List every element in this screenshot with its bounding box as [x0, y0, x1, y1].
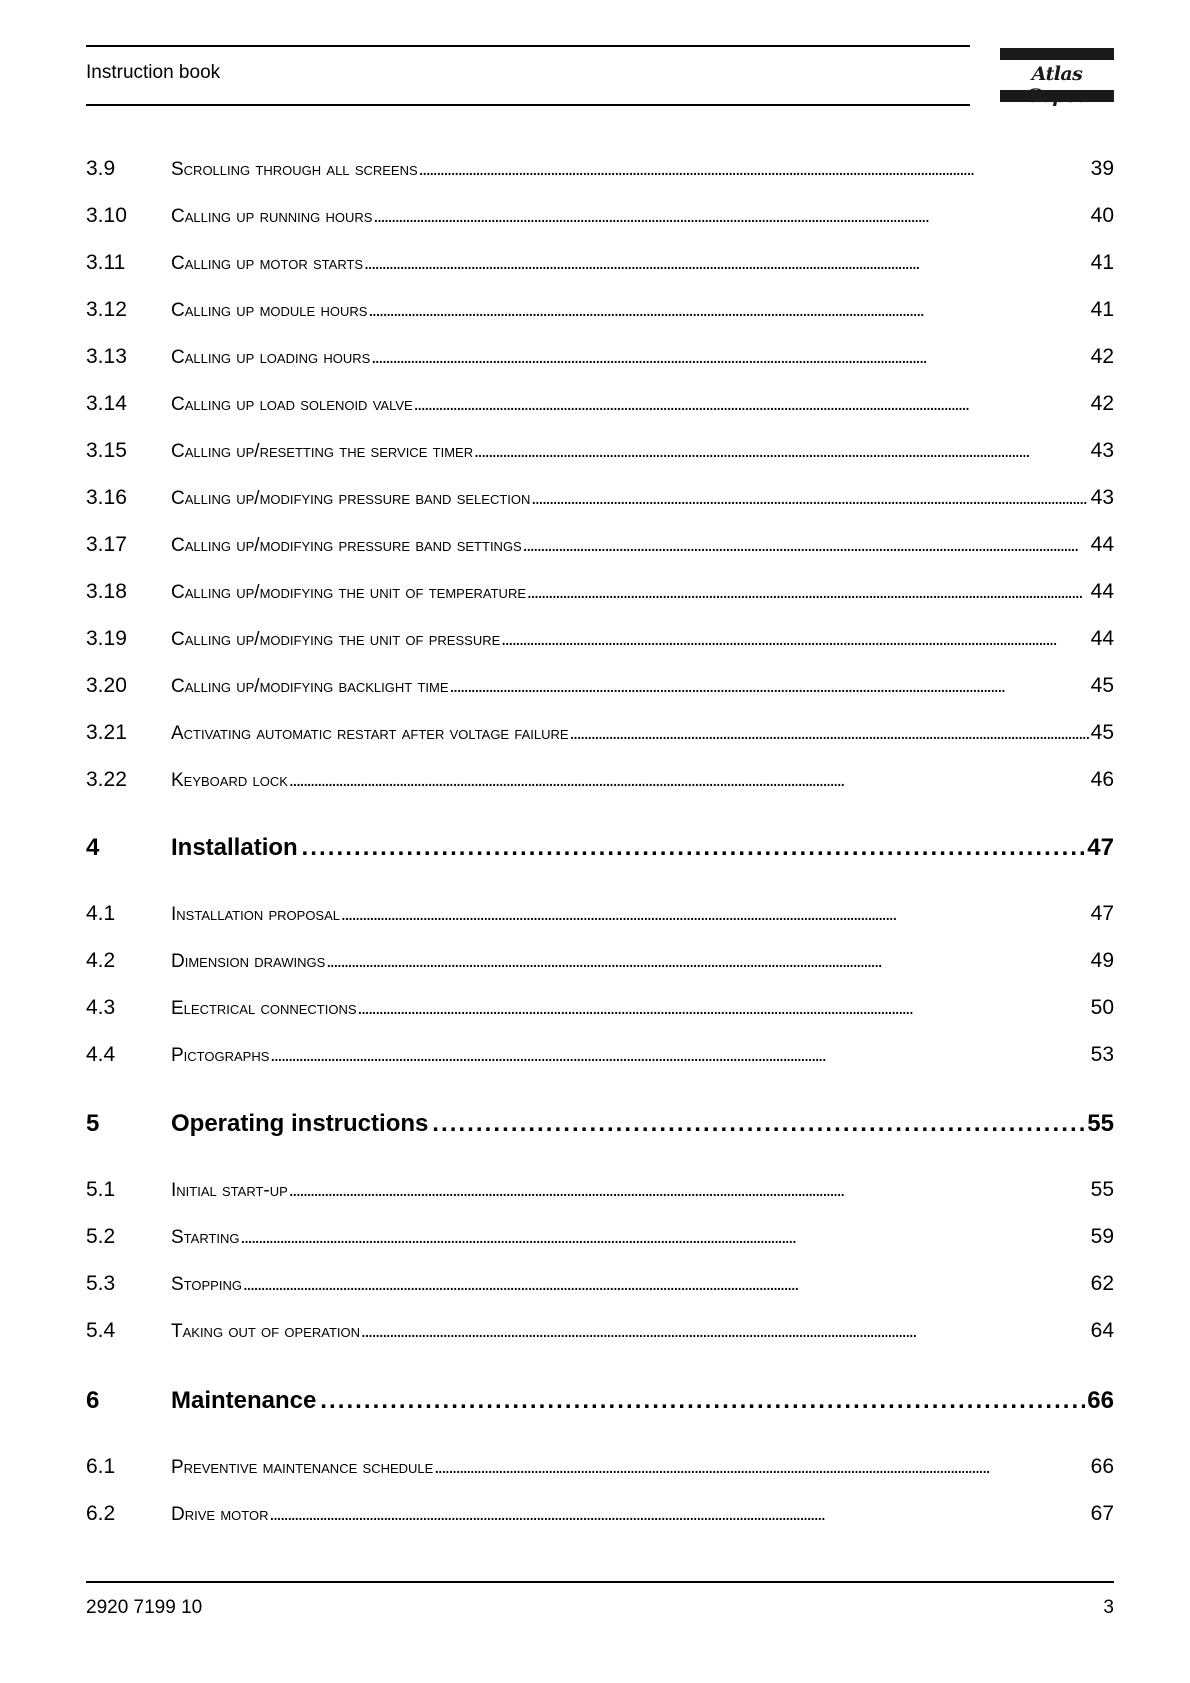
toc-entry-page: 47	[1087, 834, 1114, 861]
toc-entry-title: Calling up loading hours . . .	[171, 347, 1089, 369]
toc-entry-page: 41	[1090, 298, 1114, 321]
toc-entry-number: 4.4	[86, 1043, 116, 1066]
toc-entry-page: 42	[1090, 345, 1114, 368]
toc-entry-number: 3.16	[86, 486, 127, 509]
header-bottom-rule	[86, 104, 970, 106]
toc-entry-title: Stopping . . .	[171, 1274, 1089, 1296]
toc-chapter-entry[interactable]	[86, 1110, 1114, 1138]
toc-entry-page: 49	[1090, 949, 1114, 972]
toc-entry-number: 3.9	[86, 157, 116, 180]
toc-entry-number: 5.3	[86, 1272, 116, 1295]
toc-entry[interactable]	[86, 345, 1114, 369]
toc-entry-page: 55	[1087, 1110, 1114, 1137]
toc-entry-title: Calling up/modifying backlight time . . .	[171, 676, 1089, 698]
toc-entry[interactable]	[86, 439, 1114, 463]
toc-entry-page: 44	[1090, 627, 1114, 650]
document-number: 2920 7199 10	[86, 1597, 203, 1618]
toc-entry[interactable]	[86, 1043, 1114, 1067]
toc-entry-page: 45	[1090, 721, 1114, 744]
toc-entry-page: 55	[1090, 1178, 1114, 1201]
toc-entry-number: 3.21	[86, 721, 127, 744]
toc-entry[interactable]	[86, 1455, 1114, 1479]
toc-entry-number: 6.1	[86, 1455, 116, 1478]
toc-entry-page: 59	[1090, 1225, 1114, 1248]
toc-entry-number: 3.18	[86, 580, 127, 603]
brand-wordmark: Atlas	[1031, 63, 1083, 85]
toc-entry-title: Calling up running hours . . .	[171, 206, 1089, 228]
toc-entry[interactable]	[86, 1225, 1114, 1249]
page-number: 3	[1103, 1597, 1114, 1618]
toc-entry-page: 66	[1087, 1387, 1114, 1414]
toc-entry-number: 3.15	[86, 439, 127, 462]
toc-entry-page: 64	[1090, 1319, 1114, 1342]
toc-entry-title: Dimension drawings . . .	[171, 951, 1089, 973]
toc-entry[interactable]	[86, 1178, 1114, 1202]
toc-entry-title: Taking out of operation . . .	[171, 1321, 1089, 1343]
toc-entry-title: Scrolling through all screens . . .	[171, 159, 1089, 181]
toc-entry[interactable]	[86, 902, 1114, 926]
toc-chapter-entry[interactable]	[86, 1387, 1114, 1415]
toc-entry-number: 3.10	[86, 204, 127, 227]
toc-entry[interactable]	[86, 949, 1114, 973]
toc-entry-number: 3.14	[86, 392, 127, 415]
toc-entry-page: 50	[1090, 996, 1114, 1019]
toc-entry[interactable]	[86, 157, 1114, 181]
toc-entry-number: 3.20	[86, 674, 127, 697]
logo-top-bar	[1000, 48, 1114, 60]
brand-logo	[1000, 48, 1114, 104]
toc-entry[interactable]	[86, 721, 1114, 745]
footer-rule	[86, 1581, 1114, 1583]
toc-entry-number: 6	[86, 1387, 100, 1414]
toc-entry[interactable]	[86, 533, 1114, 557]
toc-entry[interactable]	[86, 580, 1114, 604]
toc-entry[interactable]	[86, 486, 1114, 510]
toc-entry[interactable]	[86, 768, 1114, 792]
toc-entry-page: 40	[1090, 204, 1114, 227]
toc-entry-title: Electrical connections . . .	[171, 998, 1089, 1020]
toc-entry-title: Pictographs . . .	[171, 1045, 1089, 1067]
toc-entry-number: 3.11	[86, 251, 126, 274]
toc-entry-title: Keyboard lock . . .	[171, 770, 1089, 792]
toc-entry-page: 43	[1090, 439, 1114, 462]
toc-entry-number: 4	[86, 834, 100, 861]
toc-entry-title: Calling up/modifying pressure band selection . . .	[171, 488, 1089, 510]
toc-entry-page: 45	[1090, 674, 1114, 697]
toc-entry-page: 62	[1090, 1272, 1114, 1295]
toc-entry-title: Starting . . .	[171, 1227, 1089, 1249]
toc-entry-title: Activating automatic restart after voltage failure . . .	[171, 723, 1089, 745]
toc-entry[interactable]	[86, 627, 1114, 651]
toc-entry-number: 4.1	[86, 902, 116, 925]
toc-entry-title: Operating instructions . . .	[171, 1110, 1085, 1138]
toc-entry[interactable]	[86, 298, 1114, 322]
document-title: Instruction book	[86, 62, 221, 83]
toc-entry[interactable]	[86, 204, 1114, 228]
toc-entry-title: Calling up/resetting the service timer . . .	[171, 441, 1089, 463]
toc-entry[interactable]	[86, 392, 1114, 416]
toc-entry-number: 4.3	[86, 996, 116, 1019]
toc-entry-title: Calling up module hours . . .	[171, 300, 1089, 322]
toc-entry[interactable]	[86, 1502, 1114, 1526]
toc-chapter-entry[interactable]	[86, 834, 1114, 862]
toc-entry-number: 5	[86, 1110, 100, 1137]
toc-entry-title: Calling up/modifying the unit of temperature . . .	[171, 582, 1089, 604]
toc-entry-title: Calling up/modifying pressure band settings . . .	[171, 535, 1089, 557]
toc-entry-title: Calling up motor starts . . .	[171, 253, 1089, 275]
toc-entry-title: Installation proposal . . .	[171, 904, 1089, 926]
toc-entry-page: 41	[1090, 251, 1114, 274]
toc-entry-page: 44	[1090, 580, 1114, 603]
toc-entry-page: 67	[1090, 1502, 1114, 1525]
toc-entry-page: 44	[1090, 533, 1114, 556]
logo-bottom-bar	[1000, 90, 1114, 102]
toc-entry[interactable]	[86, 1319, 1114, 1343]
toc-entry-page: 47	[1090, 902, 1114, 925]
toc-entry-title: Calling up load solenoid valve . . .	[171, 394, 1089, 416]
toc-entry[interactable]	[86, 996, 1114, 1020]
toc-entry-number: 4.2	[86, 949, 116, 972]
toc-entry-page: 46	[1090, 768, 1114, 791]
toc-entry-page: 42	[1090, 392, 1114, 415]
toc-entry-title: Maintenance . . .	[171, 1387, 1085, 1415]
toc-entry-number: 5.2	[86, 1225, 116, 1248]
toc-entry-number: 3.13	[86, 345, 127, 368]
toc-entry-page: 66	[1090, 1455, 1114, 1478]
toc-entry-number: 3.12	[86, 298, 127, 321]
toc-entry-number: 3.19	[86, 627, 127, 650]
toc-entry-title: Initial start-up . . .	[171, 1180, 1089, 1202]
toc-entry-title: Calling up/modifying the unit of pressure . . .	[171, 629, 1089, 651]
toc-entry-number: 3.17	[86, 533, 127, 556]
toc-entry-page: 53	[1090, 1043, 1114, 1066]
toc-entry-number: 6.2	[86, 1502, 116, 1525]
toc-entry-number: 3.22	[86, 768, 127, 791]
toc-entry-page: 39	[1090, 157, 1114, 180]
toc-entry[interactable]	[86, 1272, 1114, 1296]
toc-entry-page: 43	[1090, 486, 1114, 509]
toc-entry-number: 5.1	[86, 1178, 116, 1201]
toc-entry-title: Preventive maintenance schedule . . .	[171, 1457, 1089, 1479]
toc-entry[interactable]	[86, 251, 1114, 275]
toc-entry-title: Drive motor . . .	[171, 1504, 1089, 1526]
toc-entry-number: 5.4	[86, 1319, 116, 1342]
toc-entry-title: Installation . . .	[171, 834, 1085, 862]
toc-entry[interactable]	[86, 674, 1114, 698]
header-top-rule	[86, 45, 970, 47]
